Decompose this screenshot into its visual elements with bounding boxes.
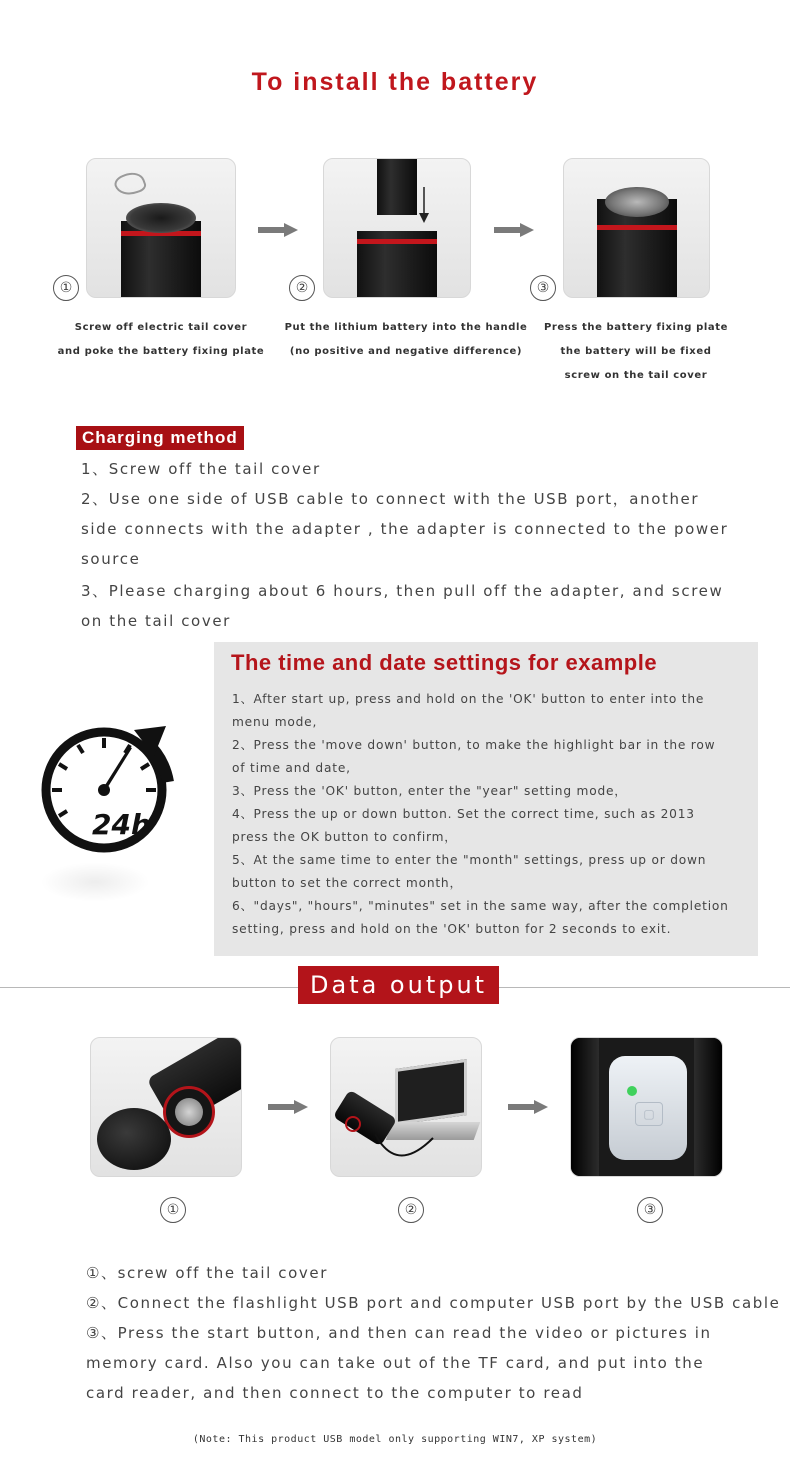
- step1-caption: [50, 316, 272, 364]
- data-step1-photo: [90, 1037, 242, 1177]
- text-line: 2、Press the 'move down' button, to make the highlight bar in the row: [232, 738, 716, 752]
- data-step1-number: ①: [160, 1197, 186, 1223]
- caption-line: (no positive and negative difference): [289, 346, 523, 357]
- text-line: memory card. Also you can take out of the TF card, and put into the: [86, 1354, 705, 1372]
- text-line: menu mode,: [232, 715, 318, 729]
- text-line: on the tail cover: [81, 612, 231, 630]
- charging-tag: Charging method: [76, 426, 244, 450]
- text-line: 2、Use one side of USB cable to connect with the USB port，another: [81, 490, 700, 508]
- text-line: card reader, and then connect to the computer to read: [86, 1384, 584, 1402]
- caption-line: the battery will be fixed: [560, 346, 712, 357]
- step2-photo: [323, 158, 471, 298]
- text-line: 1、After start up, press and hold on the 'OK' button to enter into the: [232, 692, 705, 706]
- caption-line: Screw off electric tail cover: [74, 322, 248, 333]
- text-line: 3、Please charging about 6 hours, then pull off the adapter, and screw: [81, 582, 724, 600]
- text-line: of time and date,: [232, 761, 351, 775]
- arrow-right-icon: [508, 1100, 548, 1114]
- step1-number: ①: [53, 275, 79, 301]
- text-line: 5、At the same time to enter the "month" settings, press up or down: [232, 853, 707, 867]
- text-line: 4、Press the up or down button. Set the correct time, such as 2013: [232, 807, 695, 821]
- text-line: source: [81, 550, 141, 568]
- arrow-right-icon: [268, 1100, 308, 1114]
- text-line: side connects with the adapter , the adapter is connected to the power: [81, 520, 729, 538]
- step2-number: ②: [289, 275, 315, 301]
- clock-label: 24h: [92, 808, 151, 841]
- caption-line: and poke the battery fixing plate: [57, 346, 265, 357]
- usb-note: (Note: This product USB model only supporting WIN7, XP system): [192, 1434, 598, 1445]
- clock-24h-icon: [34, 712, 194, 862]
- data-output-text: [86, 1258, 786, 1408]
- charging-text: [81, 454, 781, 636]
- arrow-down-icon: [418, 187, 430, 223]
- arrow-right-icon: [258, 223, 298, 237]
- text-line: 6、"days", "hours", "minutes" set in the same way, after the completion: [232, 899, 729, 913]
- clock-reflection: [40, 862, 150, 902]
- step3-caption: [536, 316, 736, 388]
- caption-line: Press the battery fixing plate: [543, 322, 729, 333]
- step2-caption: [280, 316, 532, 364]
- time-settings-text: [232, 688, 752, 941]
- step3-number: ③: [530, 275, 556, 301]
- data-step3-number: ③: [637, 1197, 663, 1223]
- ok-button-icon: ▢: [635, 1102, 663, 1126]
- caption-line: screw on the tail cover: [564, 370, 708, 381]
- text-line: setting, press and hold on the 'OK' button for 2 seconds to exit.: [232, 922, 672, 936]
- text-line: button to set the correct month，: [232, 876, 463, 890]
- text-line: ③、Press the start button, and then can read the video or pictures in: [86, 1324, 712, 1342]
- text-line: ①、screw off the tail cover: [86, 1264, 328, 1282]
- data-step3-photo: [570, 1037, 723, 1177]
- time-settings-title: The time and date settings for example: [231, 650, 658, 675]
- text-line: ②、Connect the flashlight USB port and computer USB port by the USB cable: [86, 1294, 781, 1312]
- caption-line: Put the lithium battery into the handle: [284, 322, 528, 333]
- step3-photo: [563, 158, 710, 298]
- step1-photo: [86, 158, 236, 298]
- text-line: 3、Press the 'OK' button, enter the "year" setting mode，: [232, 784, 628, 798]
- data-step2-number: ②: [398, 1197, 424, 1223]
- data-output-tag: Data output: [298, 966, 499, 1004]
- data-step2-photo: [330, 1037, 482, 1177]
- text-line: 1、Screw off the tail cover: [81, 460, 321, 478]
- install-title: To install the battery: [251, 68, 539, 96]
- text-line: press the OK button to confirm，: [232, 830, 458, 844]
- arrow-right-icon: [494, 223, 534, 237]
